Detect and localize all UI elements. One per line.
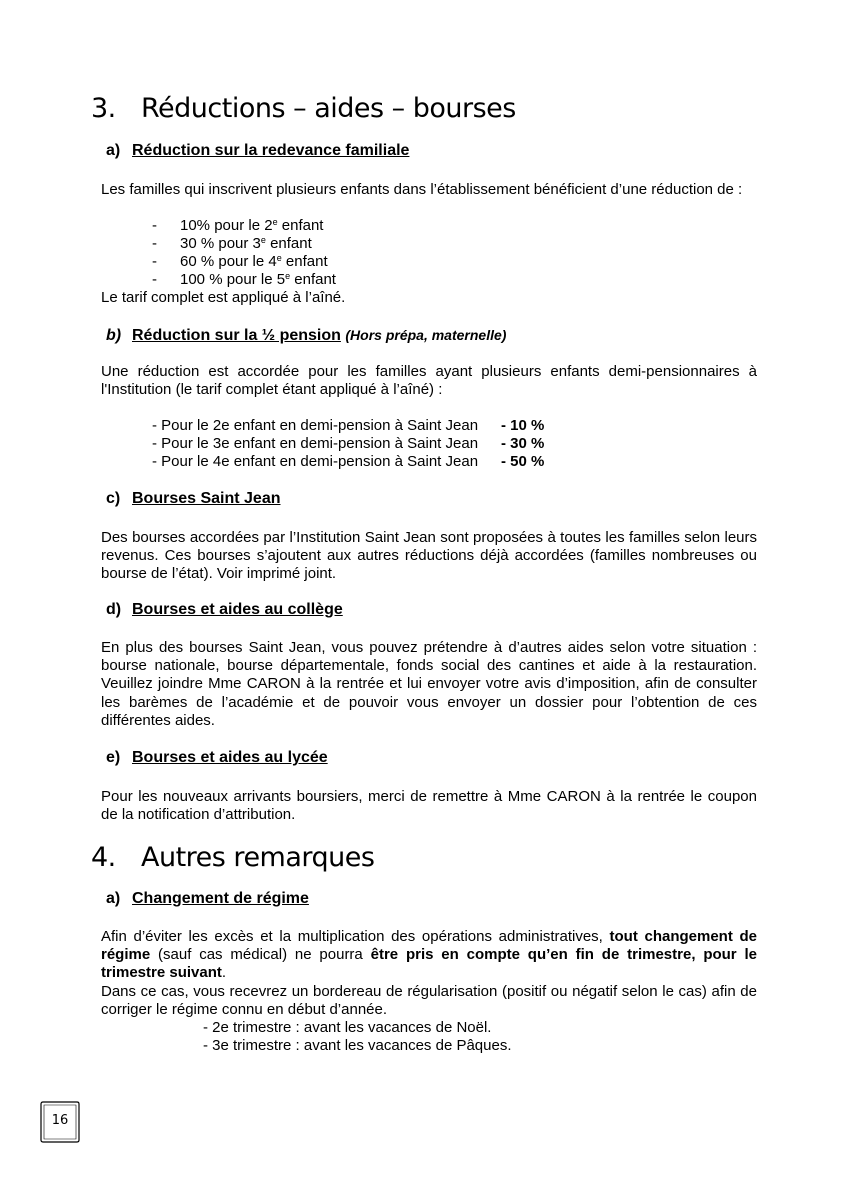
- reduction-row: - Pour le 4e enfant en demi-pension à Saint Jean - 50 %: [152, 453, 545, 470]
- section-title: Réductions – aides – bourses: [141, 93, 516, 124]
- page-number-frame: [40, 1101, 80, 1143]
- subsection-letter: d): [106, 601, 122, 618]
- subsection-3e-heading: [106, 749, 328, 767]
- section-3-heading: [91, 93, 516, 124]
- subsection-letter: a): [106, 142, 121, 159]
- reduction-row: - Pour le 3e enfant en demi-pension à Saint Jean - 30 %: [152, 435, 545, 452]
- subsection-letter: a): [106, 890, 121, 907]
- list-item: - 100 % pour le 5e enfant: [152, 271, 336, 288]
- subsection-title: Bourses et aides au lycée: [132, 749, 328, 766]
- paragraph-3a-intro: Les familles qui inscrivent plusieurs enfants dans l’établissement bénéficient d’une réduction de :: [101, 181, 743, 198]
- subsection-3d-heading: [106, 601, 343, 619]
- subsection-title: Changement de régime: [132, 890, 309, 907]
- paragraph-4a-1: Afin d’éviter les excès et la multiplication des opérations administratives, tout changement de régime (sauf cas médical) ne pourra être pris en compte qu’en fin de trimestre, pour le trimestre suivant.: [101, 928, 757, 982]
- paragraph-3a-outro: Le tarif complet est appliqué à l’aîné.: [101, 289, 346, 306]
- subsection-4a-heading: [106, 890, 309, 908]
- reduction-row: - Pour le 2e enfant en demi-pension à Saint Jean - 10 %: [152, 417, 545, 434]
- paragraph-4a-2: Dans ce cas, vous recevrez un bordereau de régularisation (positif ou négatif selon le cas) afin de corriger le régime connu en début d’année.: [101, 983, 757, 1019]
- deadline-item: - 3e trimestre : avant les vacances de Pâques.: [203, 1037, 512, 1054]
- paragraph-3d: En plus des bourses Saint Jean, vous pouvez prétendre à d’autres aides selon votre situation : bourse nationale, bourse départementale, fonds social des cantines et aide à la restauration. Veuillez joindre Mme CARON à la rentrée et lui envoyer votre avis d’imposition, afin de consulter les barèmes de l’académie et de pouvoir vous envoyer un dossier pour l’obtention de ces différentes aides.: [101, 639, 757, 729]
- section-title: Autres remarques: [141, 842, 375, 873]
- paragraph-3c: Des bourses accordées par l’Institution Saint Jean sont proposées à toutes les familles selon leurs revenus. Ces bourses s’ajoutent aux autres réductions déjà accordées (familles nombreuses ou bourse de l’état). Voir imprimé joint.: [101, 529, 757, 583]
- page-number: 16: [51, 1113, 69, 1128]
- section-number: 3.: [91, 93, 116, 124]
- list-item: - 10% pour le 2e enfant: [152, 217, 324, 234]
- subsection-3c-heading: [106, 490, 281, 508]
- list-item: - 60 % pour le 4e enfant: [152, 253, 328, 270]
- subsection-title: Bourses Saint Jean: [132, 490, 281, 507]
- section-number: 4.: [91, 842, 116, 873]
- subsection-title: Réduction sur la redevance familiale: [132, 142, 410, 159]
- subsection-title: Réduction sur la ½ pension: [132, 327, 341, 344]
- paragraph-3e: Pour les nouveaux arrivants boursiers, merci de remettre à Mme CARON à la rentrée le coupon de la notification d’attribution.: [101, 788, 757, 824]
- subsection-note: (Hors prépa, maternelle): [345, 327, 507, 343]
- subsection-3a-heading: [106, 142, 409, 160]
- section-4-heading: [91, 842, 374, 873]
- deadline-item: - 2e trimestre : avant les vacances de Noël.: [203, 1019, 492, 1036]
- subsection-title: Bourses et aides au collège: [132, 601, 343, 618]
- list-item: - 30 % pour 3e enfant: [152, 235, 312, 252]
- subsection-3b-heading: [106, 327, 506, 345]
- subsection-letter: e): [106, 749, 121, 766]
- paragraph-3b-intro: Une réduction est accordée pour les familles ayant plusieurs enfants demi-pensionnaires à l'Institution (le tarif complet étant appliqué à l’aîné) :: [101, 363, 757, 399]
- subsection-letter: c): [106, 490, 121, 507]
- subsection-letter: b): [106, 327, 122, 344]
